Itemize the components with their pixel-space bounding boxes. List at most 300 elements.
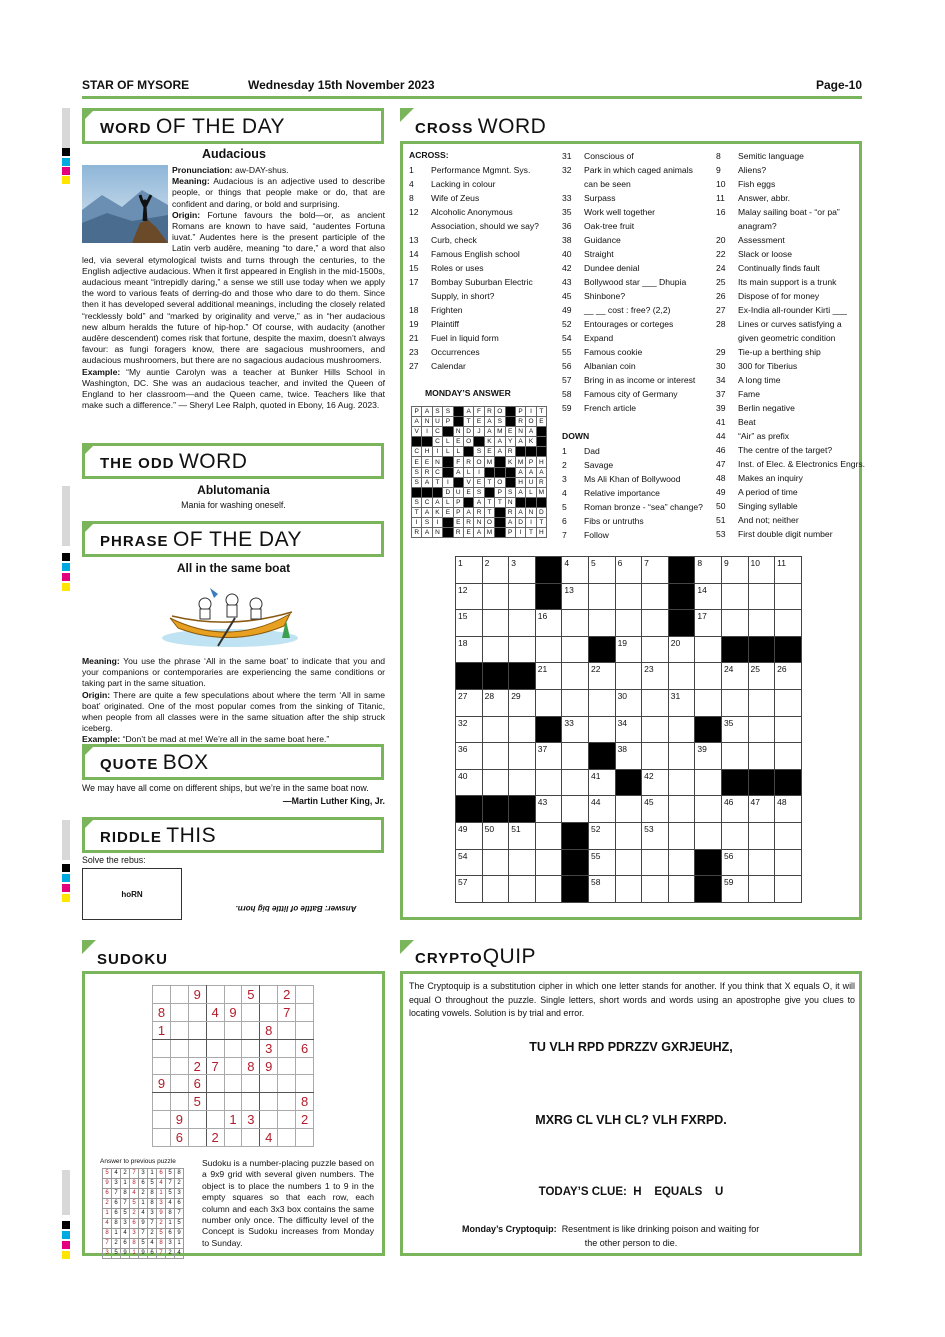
grid-cell[interactable] bbox=[562, 716, 589, 743]
grid-cell[interactable] bbox=[668, 769, 695, 796]
sudoku-cell[interactable] bbox=[153, 1111, 171, 1129]
sudoku-cell[interactable] bbox=[260, 1075, 278, 1093]
grid-cell[interactable] bbox=[721, 610, 748, 637]
grid-cell[interactable] bbox=[695, 557, 722, 584]
grid-cell[interactable] bbox=[588, 769, 615, 796]
black-square bbox=[495, 507, 505, 517]
grid-cell[interactable] bbox=[775, 716, 802, 743]
answer-cell: S bbox=[474, 447, 484, 457]
clue-item bbox=[409, 289, 559, 303]
sudoku-cell[interactable] bbox=[296, 1129, 314, 1147]
grid-cell[interactable] bbox=[668, 716, 695, 743]
answer-cell: E bbox=[453, 518, 463, 528]
grid-cell[interactable] bbox=[642, 822, 669, 849]
grid-cell[interactable] bbox=[509, 876, 536, 903]
grid-cell[interactable] bbox=[642, 610, 669, 637]
cell-number: 5 bbox=[590, 558, 596, 568]
grid-cell[interactable] bbox=[456, 636, 483, 663]
grid-cell[interactable] bbox=[509, 769, 536, 796]
grid-cell[interactable] bbox=[615, 822, 642, 849]
paper-name: STAR OF MYSORE bbox=[82, 78, 190, 92]
grid-cell[interactable] bbox=[695, 822, 722, 849]
grid-cell[interactable] bbox=[535, 610, 562, 637]
mini-cell: 2 bbox=[166, 1249, 175, 1259]
sudoku-cell[interactable] bbox=[278, 1111, 296, 1129]
sudoku-cell[interactable] bbox=[224, 986, 242, 1004]
sudoku-cell[interactable] bbox=[206, 1111, 224, 1129]
clue-text: A period of time bbox=[738, 487, 798, 497]
black-square bbox=[775, 769, 802, 796]
clue-text: Fibs or untruths bbox=[584, 516, 644, 526]
cell-number: 1 bbox=[458, 558, 463, 568]
sudoku-cell[interactable] bbox=[188, 1003, 206, 1021]
clue-number: 44 bbox=[716, 431, 726, 441]
cell-number: 58 bbox=[590, 877, 601, 888]
grid-cell[interactable] bbox=[615, 743, 642, 770]
sudoku-cell[interactable] bbox=[242, 1039, 260, 1057]
mini-cell: 4 bbox=[130, 1189, 139, 1199]
grid-cell[interactable] bbox=[588, 796, 615, 823]
grid-cell[interactable] bbox=[535, 663, 562, 690]
clue-text: Savage bbox=[584, 460, 614, 470]
sudoku-cell[interactable] bbox=[188, 1129, 206, 1147]
sudoku-cell[interactable] bbox=[260, 986, 278, 1004]
grid-cell[interactable] bbox=[535, 743, 562, 770]
black-square bbox=[505, 477, 515, 487]
grid-cell[interactable] bbox=[456, 876, 483, 903]
clue-number: 49 bbox=[716, 487, 726, 497]
grid-cell[interactable] bbox=[748, 716, 775, 743]
sudoku-cell[interactable] bbox=[206, 1039, 224, 1057]
sudoku-cell[interactable] bbox=[224, 1129, 242, 1147]
reg-mark bbox=[62, 1221, 70, 1229]
grid-cell[interactable] bbox=[642, 557, 669, 584]
grid-cell[interactable] bbox=[668, 743, 695, 770]
cell-number: 55 bbox=[590, 850, 601, 861]
clue-number: 19 bbox=[409, 319, 419, 329]
riddle-prompt: Solve the rebus: bbox=[82, 855, 146, 865]
clue-number: 45 bbox=[562, 291, 572, 301]
answer-cell: N bbox=[432, 528, 442, 538]
grid-cell[interactable] bbox=[775, 822, 802, 849]
grid-cell[interactable] bbox=[509, 689, 536, 716]
grid-cell[interactable] bbox=[615, 876, 642, 903]
black-square bbox=[535, 716, 562, 743]
clue-item bbox=[716, 429, 862, 443]
sudoku-cell[interactable] bbox=[278, 1093, 296, 1111]
grid-cell[interactable] bbox=[482, 876, 509, 903]
sudoku-cell: 4 bbox=[260, 1129, 278, 1147]
grid-cell[interactable] bbox=[535, 769, 562, 796]
sudoku-cell[interactable] bbox=[224, 1039, 242, 1057]
grid-cell[interactable] bbox=[482, 689, 509, 716]
grid-cell[interactable] bbox=[695, 796, 722, 823]
sudoku-cell[interactable] bbox=[224, 1021, 242, 1039]
grid-cell[interactable] bbox=[748, 822, 775, 849]
sudoku-cell[interactable] bbox=[153, 1039, 171, 1057]
grid-cell[interactable] bbox=[482, 822, 509, 849]
grid-cell[interactable] bbox=[588, 583, 615, 610]
grid-cell[interactable] bbox=[695, 583, 722, 610]
sudoku-cell[interactable] bbox=[278, 1021, 296, 1039]
clue-number: 36 bbox=[562, 221, 572, 231]
sudoku-cell[interactable] bbox=[278, 1075, 296, 1093]
grid-cell[interactable] bbox=[535, 876, 562, 903]
grid-cell[interactable] bbox=[642, 583, 669, 610]
grid-cell[interactable] bbox=[615, 663, 642, 690]
answer-cell: C bbox=[422, 497, 432, 507]
black-square bbox=[748, 636, 775, 663]
answer-cell: C bbox=[412, 447, 422, 457]
grid-cell[interactable] bbox=[642, 849, 669, 876]
grid-cell[interactable] bbox=[775, 610, 802, 637]
sudoku-cell[interactable] bbox=[170, 1075, 188, 1093]
sudoku-cell[interactable] bbox=[170, 1039, 188, 1057]
sudoku-cell[interactable] bbox=[278, 1129, 296, 1147]
black-square bbox=[495, 518, 505, 528]
grid-cell[interactable] bbox=[588, 849, 615, 876]
answer-cell: S bbox=[474, 487, 484, 497]
grid-cell[interactable] bbox=[642, 636, 669, 663]
grid-cell[interactable] bbox=[615, 610, 642, 637]
grid-cell[interactable] bbox=[642, 876, 669, 903]
sudoku-cell[interactable] bbox=[170, 1093, 188, 1111]
answer-cell: O bbox=[495, 407, 505, 417]
grid-cell[interactable] bbox=[721, 876, 748, 903]
sudoku-cell[interactable] bbox=[224, 1093, 242, 1111]
grid-cell[interactable] bbox=[509, 849, 536, 876]
grid-cell[interactable] bbox=[721, 849, 748, 876]
black-square bbox=[562, 822, 589, 849]
sudoku-cell[interactable] bbox=[206, 1093, 224, 1111]
grid-cell[interactable] bbox=[642, 769, 669, 796]
grid-cell[interactable] bbox=[535, 822, 562, 849]
answer-cell: C bbox=[432, 427, 442, 437]
grid-cell[interactable] bbox=[509, 636, 536, 663]
sudoku-cell[interactable] bbox=[188, 1111, 206, 1129]
across-label: ACROSS: bbox=[409, 150, 449, 160]
clue-item bbox=[562, 472, 712, 486]
grid-cell[interactable] bbox=[695, 663, 722, 690]
grid-cell[interactable] bbox=[456, 743, 483, 770]
cell-number: 44 bbox=[590, 797, 601, 808]
clue-text: Assessment bbox=[738, 235, 785, 245]
clue-text: Shinbone? bbox=[584, 291, 626, 301]
grid-cell[interactable] bbox=[721, 743, 748, 770]
grid-cell[interactable] bbox=[509, 557, 536, 584]
sudoku-cell[interactable] bbox=[188, 1021, 206, 1039]
answer-cell: P bbox=[495, 487, 505, 497]
grid-cell[interactable] bbox=[456, 716, 483, 743]
cell-number: 48 bbox=[777, 797, 787, 808]
sudoku-cell[interactable] bbox=[296, 1021, 314, 1039]
grid-cell[interactable] bbox=[642, 663, 669, 690]
sudoku-cell[interactable] bbox=[296, 1057, 314, 1075]
sudoku-cell[interactable] bbox=[260, 1093, 278, 1111]
grid-cell[interactable] bbox=[588, 663, 615, 690]
grid-cell[interactable] bbox=[535, 796, 562, 823]
clue-number: 53 bbox=[716, 529, 726, 539]
sudoku-instructions: Sudoku is a number-placing puzzle based on a 9x9 grid with several given numbers. The object is to place the numbers 1 to 9 in the empty squares so that each row, each column and each 3x3 box contains the same number only once. The difficulty level of the Concept is Sudoku increases from Monday to Sunday. bbox=[202, 1158, 374, 1248]
grid-cell[interactable] bbox=[588, 689, 615, 716]
grid-cell[interactable] bbox=[482, 636, 509, 663]
answer-cell: L bbox=[463, 467, 473, 477]
grid-cell[interactable] bbox=[535, 849, 562, 876]
grid-cell[interactable] bbox=[562, 769, 589, 796]
grid-cell[interactable] bbox=[588, 610, 615, 637]
sudoku-cell[interactable] bbox=[206, 1075, 224, 1093]
grid-cell[interactable] bbox=[482, 716, 509, 743]
grid-cell[interactable] bbox=[721, 716, 748, 743]
sudoku-cell[interactable] bbox=[278, 1039, 296, 1057]
sudoku-cell[interactable] bbox=[170, 1003, 188, 1021]
answer-cell: A bbox=[526, 427, 536, 437]
grid-cell[interactable] bbox=[748, 876, 775, 903]
grid-cell[interactable] bbox=[775, 849, 802, 876]
black-square bbox=[536, 447, 546, 457]
grid-cell[interactable] bbox=[615, 716, 642, 743]
answer-cell: H bbox=[536, 528, 546, 538]
grid-cell[interactable] bbox=[668, 796, 695, 823]
sudoku-cell[interactable] bbox=[260, 1003, 278, 1021]
clue-number: 57 bbox=[562, 375, 572, 385]
mini-cell: 1 bbox=[148, 1169, 157, 1179]
sudoku-cell[interactable] bbox=[296, 1075, 314, 1093]
across-clues-col1 bbox=[409, 163, 559, 373]
black-square bbox=[588, 743, 615, 770]
sudoku-cell[interactable] bbox=[224, 1075, 242, 1093]
grid-cell[interactable] bbox=[456, 689, 483, 716]
sudoku-cell[interactable] bbox=[296, 986, 314, 1004]
grid-cell[interactable] bbox=[615, 689, 642, 716]
grid-cell[interactable] bbox=[509, 610, 536, 637]
answer-cell: E bbox=[536, 417, 546, 427]
clue-item bbox=[716, 415, 862, 429]
grid-cell[interactable] bbox=[615, 583, 642, 610]
cell-number: 21 bbox=[537, 664, 548, 675]
grid-cell[interactable] bbox=[562, 557, 589, 584]
grid-cell[interactable] bbox=[456, 769, 483, 796]
black-square bbox=[588, 636, 615, 663]
answer-cell: R bbox=[412, 528, 422, 538]
grid-cell[interactable] bbox=[668, 689, 695, 716]
mini-cell: 8 bbox=[103, 1229, 112, 1239]
grid-cell[interactable] bbox=[721, 822, 748, 849]
grid-cell[interactable] bbox=[721, 583, 748, 610]
sudoku-cell[interactable] bbox=[242, 1021, 260, 1039]
grid-cell[interactable] bbox=[588, 822, 615, 849]
grid-cell[interactable] bbox=[668, 636, 695, 663]
grid-cell[interactable] bbox=[456, 557, 483, 584]
grid-cell[interactable] bbox=[562, 663, 589, 690]
clue-item bbox=[562, 401, 712, 415]
page-number: Page-10 bbox=[815, 78, 862, 92]
grid-cell[interactable] bbox=[456, 583, 483, 610]
black-square bbox=[721, 636, 748, 663]
sudoku-cell[interactable] bbox=[170, 1021, 188, 1039]
grid-cell[interactable] bbox=[721, 557, 748, 584]
grid-cell[interactable] bbox=[695, 689, 722, 716]
answer-cell: N bbox=[422, 417, 432, 427]
grid-cell[interactable] bbox=[509, 743, 536, 770]
sudoku-cell[interactable] bbox=[153, 986, 171, 1004]
grid-cell[interactable] bbox=[668, 663, 695, 690]
grid-cell[interactable] bbox=[748, 689, 775, 716]
grid-cell[interactable] bbox=[748, 663, 775, 690]
grid-cell[interactable] bbox=[642, 716, 669, 743]
answer-cell: Y bbox=[505, 437, 515, 447]
clue-text: Straight bbox=[584, 249, 614, 259]
black-square bbox=[562, 876, 589, 903]
grid-cell[interactable] bbox=[615, 636, 642, 663]
grid-cell[interactable] bbox=[456, 822, 483, 849]
mini-cell: 4 bbox=[166, 1199, 175, 1209]
sudoku-cell: 8 bbox=[260, 1021, 278, 1039]
clue-text: Inst. of Elec. & Electronics Engrs. bbox=[738, 459, 866, 469]
sudoku-cell[interactable] bbox=[296, 1003, 314, 1021]
grid-cell[interactable] bbox=[668, 822, 695, 849]
answer-cell: S bbox=[505, 487, 515, 497]
answer-cell: I bbox=[526, 518, 536, 528]
grid-cell[interactable] bbox=[588, 876, 615, 903]
sudoku-cell[interactable] bbox=[224, 1057, 242, 1075]
clue-text: Surpass bbox=[584, 193, 616, 203]
grid-cell[interactable] bbox=[456, 849, 483, 876]
sudoku-cell[interactable] bbox=[206, 1021, 224, 1039]
sudoku-cell: 9 bbox=[188, 986, 206, 1004]
grid-cell[interactable] bbox=[775, 743, 802, 770]
grid-cell[interactable] bbox=[562, 636, 589, 663]
grid-cell[interactable] bbox=[562, 796, 589, 823]
grid-cell[interactable] bbox=[615, 849, 642, 876]
sudoku-cell[interactable] bbox=[153, 1093, 171, 1111]
sudoku-cell[interactable] bbox=[153, 1057, 171, 1075]
grid-cell[interactable] bbox=[562, 743, 589, 770]
sudoku-cell[interactable] bbox=[170, 986, 188, 1004]
grid-cell[interactable] bbox=[748, 583, 775, 610]
grid-cell[interactable] bbox=[535, 636, 562, 663]
grid-cell[interactable] bbox=[482, 849, 509, 876]
cell-number: 53 bbox=[644, 823, 654, 834]
grid-cell[interactable] bbox=[748, 557, 775, 584]
clue-item bbox=[562, 387, 712, 401]
grid-cell[interactable] bbox=[535, 689, 562, 716]
mini-cell: 9 bbox=[139, 1219, 148, 1229]
mini-cell: 9 bbox=[157, 1209, 166, 1219]
grid-cell[interactable] bbox=[642, 743, 669, 770]
sudoku-cell[interactable] bbox=[278, 1057, 296, 1075]
grid-cell[interactable] bbox=[588, 557, 615, 584]
grid-cell[interactable] bbox=[615, 796, 642, 823]
grid-cell[interactable] bbox=[482, 769, 509, 796]
grid-cell[interactable] bbox=[482, 583, 509, 610]
answer-cell: E bbox=[463, 528, 473, 538]
answer-cell: V bbox=[412, 427, 422, 437]
grid-cell[interactable] bbox=[562, 583, 589, 610]
grid-cell[interactable] bbox=[748, 743, 775, 770]
grid-cell[interactable] bbox=[668, 876, 695, 903]
grid-cell[interactable] bbox=[509, 716, 536, 743]
cell-number: 26 bbox=[777, 664, 787, 675]
mini-cell: 7 bbox=[121, 1199, 130, 1209]
clue-number: 55 bbox=[562, 347, 572, 357]
sudoku-cell[interactable] bbox=[242, 1093, 260, 1111]
mini-cell: 5 bbox=[157, 1229, 166, 1239]
sudoku-cell[interactable] bbox=[153, 1129, 171, 1147]
answer-cell: O bbox=[463, 437, 473, 447]
clue-number: 27 bbox=[409, 361, 419, 371]
sudoku-cell: 6 bbox=[170, 1129, 188, 1147]
cell-number: 33 bbox=[564, 717, 574, 728]
clue-number: 6 bbox=[562, 516, 567, 526]
grid-cell[interactable] bbox=[588, 716, 615, 743]
grid-cell[interactable] bbox=[775, 557, 802, 584]
answer-cell: D bbox=[463, 427, 473, 437]
grid-cell[interactable] bbox=[695, 636, 722, 663]
grid-cell[interactable] bbox=[482, 610, 509, 637]
answer-cell: A bbox=[463, 407, 473, 417]
grid-cell[interactable] bbox=[775, 876, 802, 903]
clue-text: Bollywood star ___ Dhupia bbox=[584, 277, 687, 287]
grid-cell[interactable] bbox=[642, 796, 669, 823]
sudoku-cell[interactable] bbox=[242, 1003, 260, 1021]
grid-cell[interactable] bbox=[562, 610, 589, 637]
grid-cell[interactable] bbox=[482, 557, 509, 584]
sudoku-cell[interactable] bbox=[206, 986, 224, 1004]
monday-answer-label: MONDAY’S ANSWER bbox=[425, 388, 511, 398]
answer-cell: M bbox=[484, 528, 494, 538]
clue-item bbox=[409, 219, 559, 233]
grid-cell[interactable] bbox=[721, 689, 748, 716]
sudoku-cell[interactable] bbox=[242, 1075, 260, 1093]
grid-cell[interactable] bbox=[562, 689, 589, 716]
sudoku-cell[interactable] bbox=[170, 1057, 188, 1075]
grid-cell[interactable] bbox=[721, 796, 748, 823]
answer-cell: L bbox=[453, 447, 463, 457]
grid-cell[interactable] bbox=[748, 796, 775, 823]
grid-cell[interactable] bbox=[482, 743, 509, 770]
grid-cell[interactable] bbox=[721, 663, 748, 690]
grid-cell[interactable] bbox=[695, 743, 722, 770]
black-square bbox=[695, 716, 722, 743]
clue-text: Albanian coin bbox=[584, 361, 636, 371]
grid-cell[interactable] bbox=[775, 663, 802, 690]
grid-cell[interactable] bbox=[775, 796, 802, 823]
grid-cell[interactable] bbox=[509, 583, 536, 610]
grid-cell[interactable] bbox=[748, 849, 775, 876]
grid-cell[interactable] bbox=[748, 610, 775, 637]
grid-cell[interactable] bbox=[642, 689, 669, 716]
sudoku-cell[interactable] bbox=[242, 1129, 260, 1147]
grid-cell[interactable] bbox=[456, 610, 483, 637]
grid-cell[interactable] bbox=[615, 557, 642, 584]
cell-number: 24 bbox=[723, 664, 734, 675]
grid-cell[interactable] bbox=[668, 849, 695, 876]
sudoku-cell[interactable] bbox=[188, 1039, 206, 1057]
clue-item bbox=[716, 513, 862, 527]
grid-cell[interactable] bbox=[509, 822, 536, 849]
answer-cell: A bbox=[495, 447, 505, 457]
mini-cell: 4 bbox=[103, 1219, 112, 1229]
grid-cell[interactable] bbox=[695, 610, 722, 637]
grid-cell[interactable] bbox=[695, 769, 722, 796]
answer-cell: E bbox=[453, 437, 463, 447]
cipher-line-1: TU VLH RPD PDRZZV GXRJEUHZ, bbox=[529, 1040, 733, 1054]
mini-cell: 2 bbox=[175, 1179, 184, 1189]
grid-cell[interactable] bbox=[775, 689, 802, 716]
grid-cell[interactable] bbox=[775, 583, 802, 610]
sudoku-cell[interactable] bbox=[260, 1111, 278, 1129]
